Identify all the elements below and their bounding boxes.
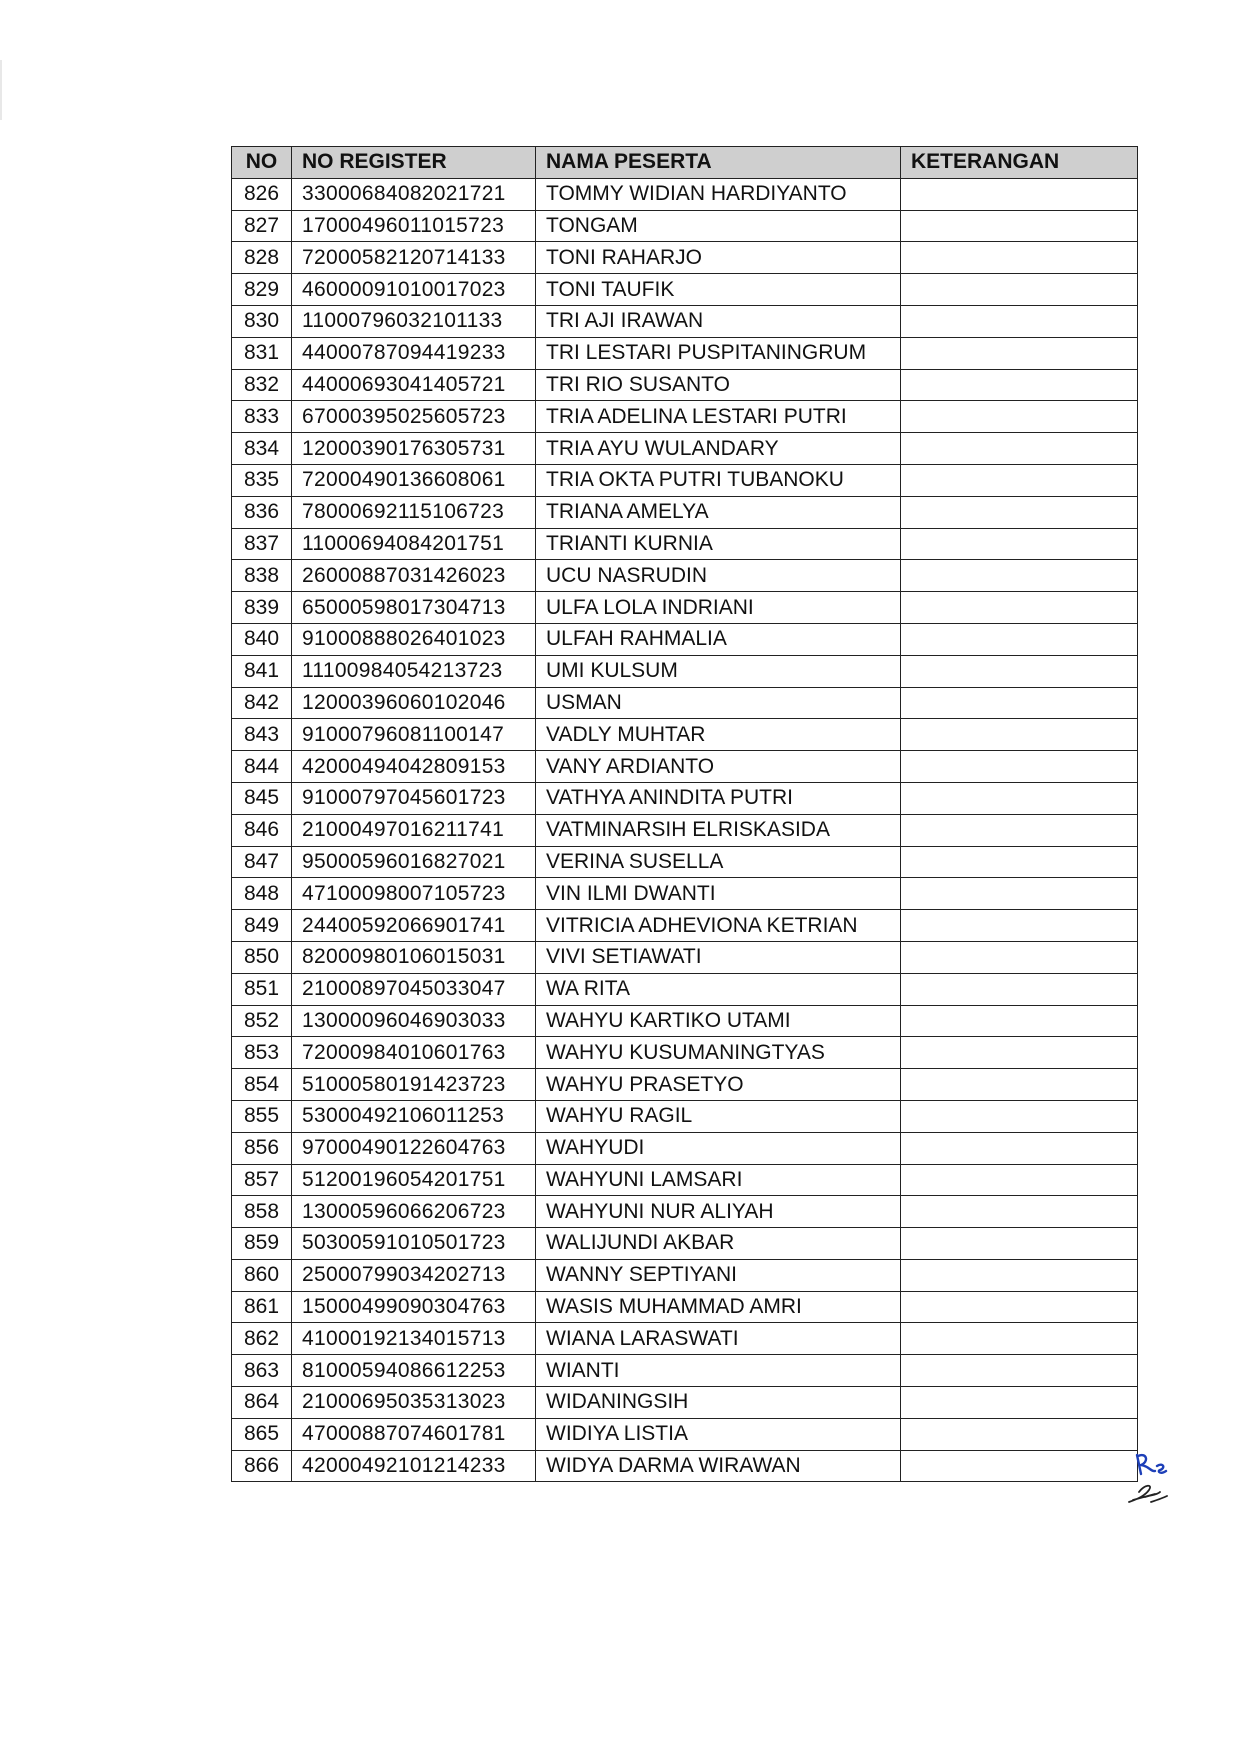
cell-no: 860: [232, 1259, 292, 1291]
table-row: [232, 1291, 1138, 1323]
cell-name: VATMINARSIH ELRISKASIDA: [536, 814, 901, 846]
cell-no: 836: [232, 496, 292, 528]
cell-no: 847: [232, 846, 292, 878]
cell-no: 859: [232, 1228, 292, 1260]
table-row: [232, 1355, 1138, 1387]
cell-no: 850: [232, 941, 292, 973]
cell-register: 72000984010601763: [292, 1037, 536, 1069]
cell-note: [901, 846, 1138, 878]
cell-note: [901, 433, 1138, 465]
cell-no: 835: [232, 464, 292, 496]
cell-note: [901, 210, 1138, 242]
cell-note: [901, 1450, 1138, 1482]
table-row: [232, 1196, 1138, 1228]
cell-no: 846: [232, 814, 292, 846]
participant-table: [231, 146, 1138, 1482]
cell-no: 829: [232, 274, 292, 306]
cell-name: TRIANA AMELYA: [536, 496, 901, 528]
cell-register: 41000192134015713: [292, 1323, 536, 1355]
cell-name: TRI LESTARI PUSPITANINGRUM: [536, 337, 901, 369]
cell-register: 15000499090304763: [292, 1291, 536, 1323]
cell-no: 848: [232, 878, 292, 910]
table-row: [232, 973, 1138, 1005]
cell-note: [901, 1323, 1138, 1355]
cell-note: [901, 941, 1138, 973]
cell-name: ULFA LOLA INDRIANI: [536, 592, 901, 624]
cell-register: 50300591010501723: [292, 1228, 536, 1260]
cell-note: [901, 1228, 1138, 1260]
table-row: [232, 1228, 1138, 1260]
cell-note: [901, 623, 1138, 655]
table-row: [232, 560, 1138, 592]
cell-note: [901, 814, 1138, 846]
cell-register: 13000596066206723: [292, 1196, 536, 1228]
table-row: [232, 1259, 1138, 1291]
cell-note: [901, 305, 1138, 337]
cell-name: UMI KULSUM: [536, 655, 901, 687]
cell-note: [901, 878, 1138, 910]
table-row: [232, 1037, 1138, 1069]
cell-name: WAHYU PRASETYO: [536, 1069, 901, 1101]
cell-name: WAHYUNI NUR ALIYAH: [536, 1196, 901, 1228]
table-row: [232, 846, 1138, 878]
cell-no: 837: [232, 528, 292, 560]
cell-note: [901, 1132, 1138, 1164]
cell-register: 47100098007105723: [292, 878, 536, 910]
table-row: [232, 941, 1138, 973]
cell-register: 46000091010017023: [292, 274, 536, 306]
cell-name: WIDIYA LISTIA: [536, 1418, 901, 1450]
cell-note: [901, 401, 1138, 433]
cell-name: UCU NASRUDIN: [536, 560, 901, 592]
header-note: KETERANGAN: [901, 147, 1138, 179]
cell-no: 834: [232, 433, 292, 465]
table-row: [232, 1323, 1138, 1355]
cell-name: VITRICIA ADHEVIONA KETRIAN: [536, 910, 901, 942]
cell-register: 81000594086612253: [292, 1355, 536, 1387]
cell-note: [901, 910, 1138, 942]
cell-register: 26000887031426023: [292, 560, 536, 592]
cell-no: 828: [232, 242, 292, 274]
cell-register: 42000492101214233: [292, 1450, 536, 1482]
cell-name: WIDYA DARMA WIRAWAN: [536, 1450, 901, 1482]
cell-no: 830: [232, 305, 292, 337]
cell-name: TRIA OKTA PUTRI TUBANOKU: [536, 464, 901, 496]
cell-note: [901, 1037, 1138, 1069]
table-row: [232, 337, 1138, 369]
cell-no: 849: [232, 910, 292, 942]
cell-note: [901, 1418, 1138, 1450]
cell-register: 91000796081100147: [292, 719, 536, 751]
cell-name: ULFAH RAHMALIA: [536, 623, 901, 655]
table-row: [232, 1100, 1138, 1132]
table-row: [232, 1164, 1138, 1196]
table-row: [232, 242, 1138, 274]
cell-register: 21000695035313023: [292, 1387, 536, 1419]
cell-name: VADLY MUHTAR: [536, 719, 901, 751]
cell-no: 842: [232, 687, 292, 719]
cell-register: 95000596016827021: [292, 846, 536, 878]
cell-name: TRIANTI KURNIA: [536, 528, 901, 560]
table-row: [232, 528, 1138, 560]
cell-no: 862: [232, 1323, 292, 1355]
cell-name: WAHYU KARTIKO UTAMI: [536, 1005, 901, 1037]
cell-name: TRIA AYU WULANDARY: [536, 433, 901, 465]
cell-note: [901, 1196, 1138, 1228]
table-row: [232, 178, 1138, 210]
cell-name: WALIJUNDI AKBAR: [536, 1228, 901, 1260]
cell-register: 82000980106015031: [292, 941, 536, 973]
cell-no: 855: [232, 1100, 292, 1132]
cell-no: 833: [232, 401, 292, 433]
cell-name: WASIS MUHAMMAD AMRI: [536, 1291, 901, 1323]
cell-no: 827: [232, 210, 292, 242]
cell-name: VIVI SETIAWATI: [536, 941, 901, 973]
cell-no: 831: [232, 337, 292, 369]
cell-register: 51200196054201751: [292, 1164, 536, 1196]
cell-no: 854: [232, 1069, 292, 1101]
table-row: [232, 1418, 1138, 1450]
cell-note: [901, 1387, 1138, 1419]
cell-no: 857: [232, 1164, 292, 1196]
table-row: [232, 1005, 1138, 1037]
cell-no: 845: [232, 782, 292, 814]
table-row: [232, 1387, 1138, 1419]
cell-note: [901, 655, 1138, 687]
cell-note: [901, 1100, 1138, 1132]
cell-note: [901, 751, 1138, 783]
cell-name: TRI AJI IRAWAN: [536, 305, 901, 337]
cell-note: [901, 719, 1138, 751]
table-header-row: [232, 147, 1138, 179]
cell-note: [901, 528, 1138, 560]
cell-no: 863: [232, 1355, 292, 1387]
table-row: [232, 1069, 1138, 1101]
cell-name: WANNY SEPTIYANI: [536, 1259, 901, 1291]
cell-register: 12000396060102046: [292, 687, 536, 719]
cell-register: 12000390176305731: [292, 433, 536, 465]
cell-register: 91000797045601723: [292, 782, 536, 814]
cell-register: 51000580191423723: [292, 1069, 536, 1101]
cell-register: 53000492106011253: [292, 1100, 536, 1132]
cell-name: TONI RAHARJO: [536, 242, 901, 274]
cell-register: 17000496011015723: [292, 210, 536, 242]
header-name: NAMA PESERTA: [536, 147, 901, 179]
table-row: [232, 814, 1138, 846]
handwritten-signature-icon: [1129, 1486, 1167, 1502]
cell-register: 44000693041405721: [292, 369, 536, 401]
table-row: [232, 910, 1138, 942]
cell-name: WA RITA: [536, 973, 901, 1005]
table-row: [232, 369, 1138, 401]
table-row: [232, 878, 1138, 910]
cell-note: [901, 274, 1138, 306]
cell-note: [901, 1355, 1138, 1387]
cell-note: [901, 560, 1138, 592]
cell-name: WAHYUDI: [536, 1132, 901, 1164]
header-register: NO REGISTER: [292, 147, 536, 179]
cell-name: WIDANINGSIH: [536, 1387, 901, 1419]
header-no: NO: [232, 147, 292, 179]
cell-no: 844: [232, 751, 292, 783]
cell-no: 843: [232, 719, 292, 751]
cell-name: TRIA ADELINA LESTARI PUTRI: [536, 401, 901, 433]
cell-name: WIANTI: [536, 1355, 901, 1387]
table-row: [232, 274, 1138, 306]
cell-register: 91000888026401023: [292, 623, 536, 655]
cell-name: USMAN: [536, 687, 901, 719]
cell-register: 67000395025605723: [292, 401, 536, 433]
table-row: [232, 401, 1138, 433]
cell-note: [901, 1259, 1138, 1291]
cell-name: VERINA SUSELLA: [536, 846, 901, 878]
cell-register: 21000897045033047: [292, 973, 536, 1005]
cell-note: [901, 1005, 1138, 1037]
cell-register: 72000582120714133: [292, 242, 536, 274]
cell-register: 97000490122604763: [292, 1132, 536, 1164]
cell-note: [901, 1164, 1138, 1196]
cell-no: 838: [232, 560, 292, 592]
table-row: [232, 464, 1138, 496]
table-row: [232, 751, 1138, 783]
cell-note: [901, 369, 1138, 401]
scan-edge-mark: [0, 60, 2, 120]
cell-name: VIN ILMI DWANTI: [536, 878, 901, 910]
cell-note: [901, 1069, 1138, 1101]
cell-no: 839: [232, 592, 292, 624]
table-body: [232, 178, 1138, 1482]
table-row: [232, 496, 1138, 528]
cell-register: 13000096046903033: [292, 1005, 536, 1037]
cell-note: [901, 973, 1138, 1005]
cell-note: [901, 496, 1138, 528]
cell-name: TRI RIO SUSANTO: [536, 369, 901, 401]
cell-no: 840: [232, 623, 292, 655]
cell-no: 861: [232, 1291, 292, 1323]
table-row: [232, 655, 1138, 687]
cell-name: WIANA LARASWATI: [536, 1323, 901, 1355]
cell-no: 852: [232, 1005, 292, 1037]
table-row: [232, 687, 1138, 719]
cell-no: 865: [232, 1418, 292, 1450]
table-row: [232, 782, 1138, 814]
cell-name: WAHYUNI LAMSARI: [536, 1164, 901, 1196]
table-row: [232, 1450, 1138, 1482]
cell-note: [901, 782, 1138, 814]
cell-register: 11100984054213723: [292, 655, 536, 687]
cell-note: [901, 178, 1138, 210]
cell-name: VATHYA ANINDITA PUTRI: [536, 782, 901, 814]
table-row: [232, 433, 1138, 465]
cell-no: 826: [232, 178, 292, 210]
cell-register: 72000490136608061: [292, 464, 536, 496]
cell-register: 65000598017304713: [292, 592, 536, 624]
cell-register: 11000796032101133: [292, 305, 536, 337]
cell-name: WAHYU RAGIL: [536, 1100, 901, 1132]
cell-no: 866: [232, 1450, 292, 1482]
cell-register: 33000684082021721: [292, 178, 536, 210]
cell-name: TONI TAUFIK: [536, 274, 901, 306]
table-row: [232, 1132, 1138, 1164]
cell-register: 78000692115106723: [292, 496, 536, 528]
cell-register: 24400592066901741: [292, 910, 536, 942]
cell-register: 25000799034202713: [292, 1259, 536, 1291]
cell-name: TONGAM: [536, 210, 901, 242]
cell-no: 856: [232, 1132, 292, 1164]
cell-no: 853: [232, 1037, 292, 1069]
cell-note: [901, 464, 1138, 496]
cell-note: [901, 337, 1138, 369]
cell-no: 864: [232, 1387, 292, 1419]
cell-register: 42000494042809153: [292, 751, 536, 783]
table-row: [232, 305, 1138, 337]
cell-register: 21000497016211741: [292, 814, 536, 846]
table-row: [232, 719, 1138, 751]
cell-note: [901, 1291, 1138, 1323]
cell-register: 47000887074601781: [292, 1418, 536, 1450]
handwritten-initials-icon: [1105, 1440, 1185, 1520]
cell-name: WAHYU KUSUMANINGTYAS: [536, 1037, 901, 1069]
cell-no: 841: [232, 655, 292, 687]
cell-no: 832: [232, 369, 292, 401]
cell-register: 44000787094419233: [292, 337, 536, 369]
table-row: [232, 210, 1138, 242]
cell-name: VANY ARDIANTO: [536, 751, 901, 783]
cell-note: [901, 687, 1138, 719]
cell-no: 851: [232, 973, 292, 1005]
cell-note: [901, 592, 1138, 624]
cell-no: 858: [232, 1196, 292, 1228]
cell-register: 11000694084201751: [292, 528, 536, 560]
cell-note: [901, 242, 1138, 274]
cell-name: TOMMY WIDIAN HARDIYANTO: [536, 178, 901, 210]
table-row: [232, 592, 1138, 624]
table-row: [232, 623, 1138, 655]
